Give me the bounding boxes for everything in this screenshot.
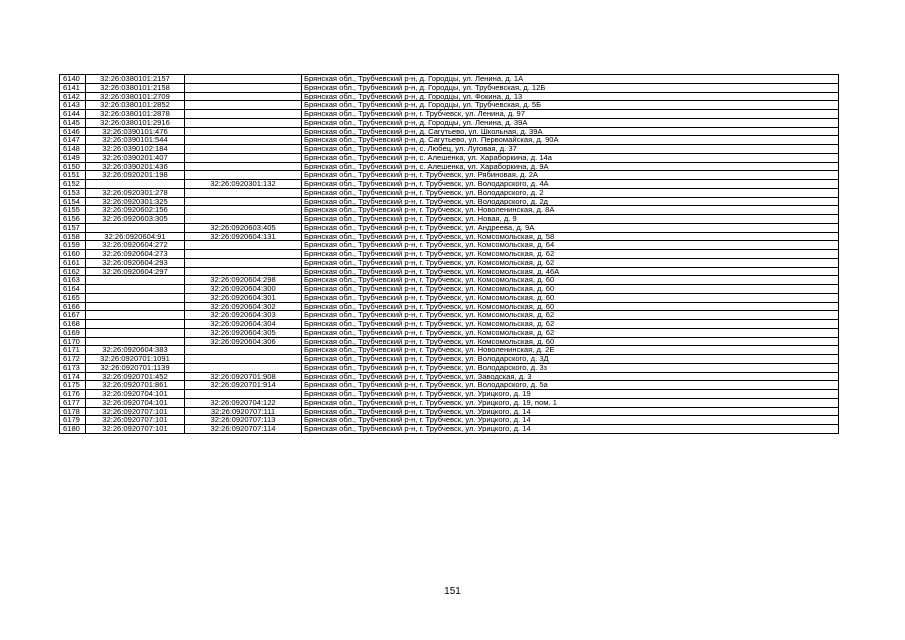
address-cell: Брянская обл., Трубчевский р-н, д. Городцы, ул. Фокина, д. 13 [302,92,839,101]
object-cadastral-number-cell: 32:26:0920301:132 [185,180,302,189]
table-row [60,293,839,302]
address-cell: Брянская обл., Трубчевский р-н, г. Трубчевск, ул. Комсомольская, д. 60 [302,285,839,294]
object-cadastral-number-cell [185,258,302,267]
table-row [60,162,839,171]
cadastral-number-cell [86,311,185,320]
table-row [60,153,839,162]
object-cadastral-number-cell: 32:26:0920604:306 [185,337,302,346]
address-cell: Брянская обл., Трубчевский р-н, г. Трубчевск, ул. Комсомольская, д. 46А [302,267,839,276]
object-cadastral-number-cell [185,153,302,162]
address-cell: Брянская обл., Трубчевский р-н, г. Трубчевск, ул. Комсомольская, д. 60 [302,302,839,311]
row-number-cell: 6165 [60,293,86,302]
address-cell: Брянская обл., Трубчевский р-н, д. Сагутьево, ул. Первомайская, д. 90А [302,136,839,145]
address-cell: Брянская обл., Трубчевский р-н, г. Трубчевск, ул. Комсомольская, д. 62 [302,311,839,320]
cadastral-number-cell [86,302,185,311]
table-row [60,320,839,329]
cadastral-number-cell: 32:26:0920707:101 [86,425,185,434]
cadastral-number-cell: 32:26:0390101:476 [86,127,185,136]
object-cadastral-number-cell [185,145,302,154]
address-cell: Брянская обл., Трубчевский р-н, г. Трубчевск, ул. Комсомольская, д. 62 [302,328,839,337]
cadastral-number-cell [86,180,185,189]
object-cadastral-number-cell: 32:26:0920707:113 [185,416,302,425]
cadastral-number-cell: 32:26:0920701:452 [86,372,185,381]
cadastral-number-cell [86,293,185,302]
table-row [60,416,839,425]
cadastral-number-cell: 32:26:0920704:101 [86,390,185,399]
cadastral-number-cell: 32:26:0920707:101 [86,416,185,425]
row-number-cell: 6160 [60,250,86,259]
row-number-cell: 6149 [60,153,86,162]
object-cadastral-number-cell [185,206,302,215]
row-number-cell: 6146 [60,127,86,136]
row-number-cell: 6171 [60,346,86,355]
object-cadastral-number-cell [185,162,302,171]
table-row [60,381,839,390]
address-cell: Брянская обл., Трубчевский р-н, г. Трубчевск, ул. Комсомольская, д. 60 [302,293,839,302]
table-row [60,363,839,372]
object-cadastral-number-cell [185,355,302,364]
table-row [60,92,839,101]
cadastral-number-cell [86,276,185,285]
cadastral-number-cell: 32:26:0920604:297 [86,267,185,276]
row-number-cell: 6172 [60,355,86,364]
table-row [60,118,839,127]
table-row [60,311,839,320]
address-cell: Брянская обл., Трубчевский р-н, д. Городцы, ул. Ленина, д. 1А [302,75,839,84]
row-number-cell: 6164 [60,285,86,294]
table-row [60,398,839,407]
table-row [60,250,839,259]
object-cadastral-number-cell: 32:26:0920604:304 [185,320,302,329]
cadastral-number-cell: 32:26:0380101:2852 [86,101,185,110]
object-cadastral-number-cell: 32:26:0920707:114 [185,425,302,434]
object-cadastral-number-cell [185,118,302,127]
cadastral-number-cell: 32:26:0380101:2158 [86,83,185,92]
table-row [60,206,839,215]
row-number-cell: 6173 [60,363,86,372]
table-row [60,110,839,119]
row-number-cell: 6154 [60,197,86,206]
object-cadastral-number-cell [185,241,302,250]
cadastral-number-cell [86,328,185,337]
row-number-cell: 6163 [60,276,86,285]
row-number-cell: 6141 [60,83,86,92]
address-cell: Брянская обл., Трубчевский р-н, д. Сагутьево, ул. Школьная, д. 39А [302,127,839,136]
cadastral-number-cell: 32:26:0920707:101 [86,407,185,416]
row-number-cell: 6144 [60,110,86,119]
cadastral-number-cell: 32:26:0390201:436 [86,162,185,171]
table-row [60,241,839,250]
cadastral-number-cell: 32:26:0920301:278 [86,188,185,197]
row-number-cell: 6157 [60,223,86,232]
table-row [60,285,839,294]
row-number-cell: 6152 [60,180,86,189]
address-cell: Брянская обл., Трубчевский р-н, г. Трубчевск, ул. Рябиновая, д. 2А [302,171,839,180]
address-cell: Брянская обл., Трубчевский р-н, г. Трубчевск, ул. Володарского, д. 5а [302,381,839,390]
object-cadastral-number-cell [185,75,302,84]
row-number-cell: 6140 [60,75,86,84]
address-cell: Брянская обл., Трубчевский р-н, г. Трубчевск, ул. Андреева, д. 9А [302,223,839,232]
address-cell: Брянская обл., Трубчевский р-н, г. Трубчевск, ул. Новоленинская, д. 8А [302,206,839,215]
cadastral-number-cell: 32:26:0920701:1091 [86,355,185,364]
row-number-cell: 6177 [60,398,86,407]
cadastral-number-cell [86,320,185,329]
cadastral-number-cell: 32:26:0390102:184 [86,145,185,154]
cadastral-number-cell: 32:26:0920701:861 [86,381,185,390]
object-cadastral-number-cell: 32:26:0920604:131 [185,232,302,241]
address-cell: Брянская обл., Трубчевский р-н, г. Трубчевск, ул. Комсомольская, д. 62 [302,258,839,267]
cadastral-number-cell [86,337,185,346]
object-cadastral-number-cell [185,346,302,355]
table-row [60,171,839,180]
address-cell: Брянская обл., Трубчевский р-н, г. Трубчевск, ул. Комсомольская, д. 62 [302,320,839,329]
table-row [60,136,839,145]
cadastral-number-cell: 32:26:0380101:2916 [86,118,185,127]
cadastral-number-cell: 32:26:0920604:91 [86,232,185,241]
cadastral-number-cell: 32:26:0920604:293 [86,258,185,267]
cadastral-number-cell: 32:26:0390201:407 [86,153,185,162]
row-number-cell: 6150 [60,162,86,171]
table-row [60,145,839,154]
table-row [60,223,839,232]
row-number-cell: 6174 [60,372,86,381]
object-cadastral-number-cell: 32:26:0920701:908 [185,372,302,381]
address-cell: Брянская обл., Трубчевский р-н, г. Трубчевск, ул. Володарского, д. 3Д [302,355,839,364]
row-number-cell: 6162 [60,267,86,276]
object-cadastral-number-cell: 32:26:0920704:122 [185,398,302,407]
table-row [60,215,839,224]
table-row [60,302,839,311]
row-number-cell: 6178 [60,407,86,416]
table-row [60,232,839,241]
cadastral-number-cell: 32:26:0380101:2709 [86,92,185,101]
address-cell: Брянская обл., Трубчевский р-н, г. Трубчевск, ул. Ленина, д. 97 [302,110,839,119]
address-cell: Брянская обл., Трубчевский р-н, с. Алешенка, ул. Хараборкина, д. 9А [302,162,839,171]
object-cadastral-number-cell [185,101,302,110]
table-row [60,390,839,399]
cadastral-number-cell: 32:26:0380101:2878 [86,110,185,119]
table-row [60,197,839,206]
object-cadastral-number-cell [185,136,302,145]
object-cadastral-number-cell: 32:26:0920604:305 [185,328,302,337]
cadastral-number-cell: 32:26:0920602:156 [86,206,185,215]
cadastral-number-cell: 32:26:0390101:544 [86,136,185,145]
address-cell: Брянская обл., Трубчевский р-н, г. Трубчевск, ул. Володарского, д. 2д [302,197,839,206]
table-row [60,180,839,189]
table-row [60,276,839,285]
address-cell: Брянская обл., Трубчевский р-н, г. Трубчевск, ул. Комсомольская, д. 62 [302,250,839,259]
object-cadastral-number-cell [185,188,302,197]
address-cell: Брянская обл., Трубчевский р-н, г. Трубчевск, ул. Новоленинская, д. 2Е [302,346,839,355]
table-row [60,337,839,346]
row-number-cell: 6143 [60,101,86,110]
row-number-cell: 6147 [60,136,86,145]
row-number-cell: 6169 [60,328,86,337]
object-cadastral-number-cell [185,215,302,224]
cadastral-number-cell: 32:26:0920701:1139 [86,363,185,372]
row-number-cell: 6142 [60,92,86,101]
address-cell: Брянская обл., Трубчевский р-н, г. Трубчевск, ул. Комсомольская, д. 64 [302,241,839,250]
registry-table-body [60,75,839,434]
row-number-cell: 6151 [60,171,86,180]
object-cadastral-number-cell [185,171,302,180]
cadastral-number-cell: 32:26:0380101:2157 [86,75,185,84]
row-number-cell: 6159 [60,241,86,250]
table-row [60,267,839,276]
row-number-cell: 6168 [60,320,86,329]
table-row [60,425,839,434]
registry-table [59,74,839,434]
cadastral-number-cell: 32:26:0920301:325 [86,197,185,206]
cadastral-number-cell: 32:26:0920201:198 [86,171,185,180]
row-number-cell: 6180 [60,425,86,434]
row-number-cell: 6176 [60,390,86,399]
address-cell: Брянская обл., Трубчевский р-н, д. Городцы, ул. Трубчевская, д. 5Б [302,101,839,110]
row-number-cell: 6156 [60,215,86,224]
address-cell: Брянская обл., Трубчевский р-н, г. Трубчевск, ул. Новая, д. 9 [302,215,839,224]
table-row [60,101,839,110]
object-cadastral-number-cell: 32:26:0920603:405 [185,223,302,232]
row-number-cell: 6179 [60,416,86,425]
row-number-cell: 6161 [60,258,86,267]
address-cell: Брянская обл., Трубчевский р-н, г. Трубчевск, ул. Комсомольская, д. 60 [302,276,839,285]
table-row [60,258,839,267]
object-cadastral-number-cell [185,127,302,136]
object-cadastral-number-cell [185,197,302,206]
cadastral-number-cell: 32:26:0920604:273 [86,250,185,259]
object-cadastral-number-cell [185,390,302,399]
address-cell: Брянская обл., Трубчевский р-н, с. Любец, ул. Луговая, д. 37 [302,145,839,154]
table-row [60,372,839,381]
address-cell: Брянская обл., Трубчевский р-н, г. Трубчевск, ул. Володарского, д. 2 [302,188,839,197]
row-number-cell: 6175 [60,381,86,390]
address-cell: Брянская обл., Трубчевский р-н, д. Городцы, ул. Трубчевская, д. 12Б [302,83,839,92]
cadastral-number-cell: 32:26:0920704:101 [86,398,185,407]
row-number-cell: 6155 [60,206,86,215]
address-cell: Брянская обл., Трубчевский р-н, г. Трубчевск, ул. Урицкого, д. 19 [302,390,839,399]
address-cell: Брянская обл., Трубчевский р-н, с. Алешенка, ул. Хараборкина, д. 14а [302,153,839,162]
address-cell: Брянская обл., Трубчевский р-н, г. Трубчевск, ул. Володарского, д. 4А [302,180,839,189]
table-row [60,346,839,355]
cadastral-number-cell [86,223,185,232]
object-cadastral-number-cell: 32:26:0920604:303 [185,311,302,320]
table-row [60,355,839,364]
address-cell: Брянская обл., Трубчевский р-н, г. Трубчевск, ул. Комсомольская, д. 60 [302,337,839,346]
table-row [60,328,839,337]
address-cell: Брянская обл., Трубчевский р-н, д. Городцы, ул. Ленина, д. 39А [302,118,839,127]
table-row [60,188,839,197]
object-cadastral-number-cell [185,110,302,119]
object-cadastral-number-cell [185,267,302,276]
object-cadastral-number-cell: 32:26:0920604:301 [185,293,302,302]
cadastral-number-cell [86,285,185,294]
address-cell: Брянская обл., Трубчевский р-н, г. Трубчевск, ул. Урицкого, д. 14 [302,425,839,434]
object-cadastral-number-cell: 32:26:0920604:300 [185,285,302,294]
row-number-cell: 6170 [60,337,86,346]
row-number-cell: 6167 [60,311,86,320]
object-cadastral-number-cell: 32:26:0920707:111 [185,407,302,416]
row-number-cell: 6166 [60,302,86,311]
row-number-cell: 6158 [60,232,86,241]
object-cadastral-number-cell: 32:26:0920701:914 [185,381,302,390]
object-cadastral-number-cell: 32:26:0920604:298 [185,276,302,285]
cadastral-number-cell: 32:26:0920603:305 [86,215,185,224]
object-cadastral-number-cell [185,363,302,372]
row-number-cell: 6148 [60,145,86,154]
table-row [60,127,839,136]
row-number-cell: 6145 [60,118,86,127]
table-row [60,407,839,416]
table-row [60,83,839,92]
cadastral-number-cell: 32:26:0920604:272 [86,241,185,250]
row-number-cell: 6153 [60,188,86,197]
address-cell: Брянская обл., Трубчевский р-н, г. Трубчевск, ул. Комсомольская, д. 58 [302,232,839,241]
table-row [60,75,839,84]
address-cell: Брянская обл., Трубчевский р-н, г. Трубчевск, ул. Володарского, д. 3з [302,363,839,372]
address-cell: Брянская обл., Трубчевский р-н, г. Трубчевск, ул. Урицкого, д. 14 [302,416,839,425]
cadastral-number-cell: 32:26:0920604:383 [86,346,185,355]
address-cell: Брянская обл., Трубчевский р-н, г. Трубчевск, ул. Урицкого, д. 19, пом. 1 [302,398,839,407]
object-cadastral-number-cell [185,250,302,259]
object-cadastral-number-cell [185,83,302,92]
address-cell: Брянская обл., Трубчевский р-н, г. Трубчевск, ул. Заводская, д. 3 [302,372,839,381]
address-cell: Брянская обл., Трубчевский р-н, г. Трубчевск, ул. Урицкого, д. 14 [302,407,839,416]
object-cadastral-number-cell [185,92,302,101]
object-cadastral-number-cell: 32:26:0920604:302 [185,302,302,311]
page-number: 151 [444,586,461,597]
